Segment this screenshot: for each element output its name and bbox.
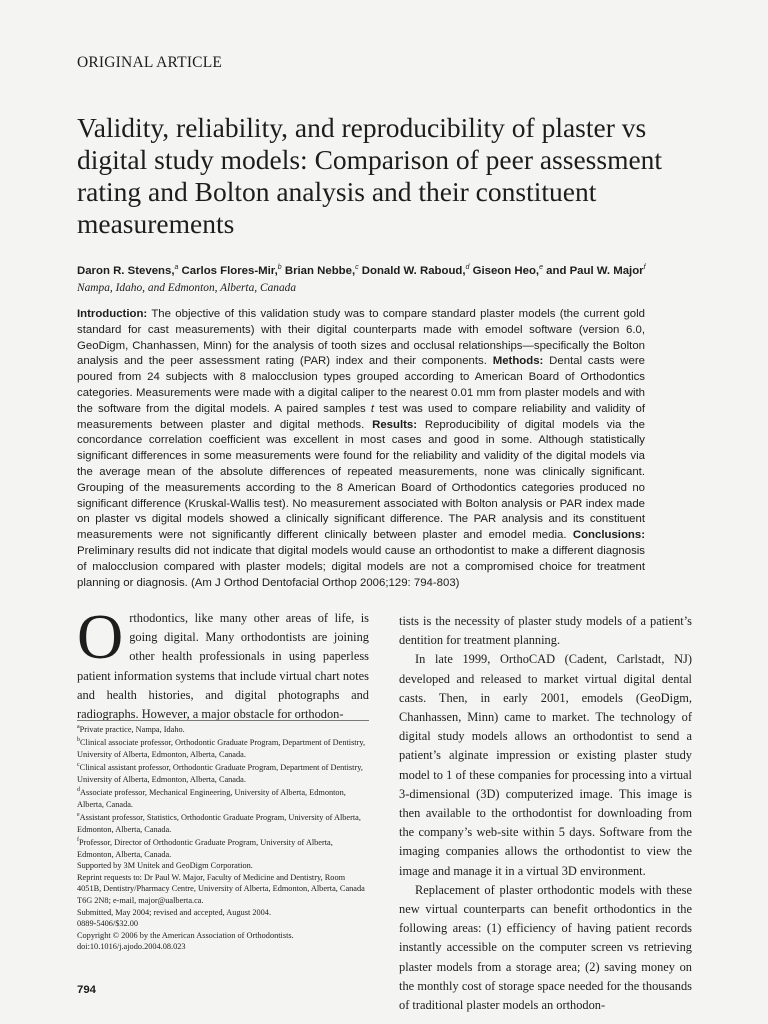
author-affiliation-mark: c [355,264,359,271]
footnote [77,760,369,785]
footnote [77,860,369,872]
page-number: 794 [77,984,97,996]
author-affiliation-mark: b [277,264,282,271]
footnote-text: Private practice, Nampa, Idaho. [79,724,185,734]
section-label: ORIGINAL ARTICLE [77,54,223,71]
footnote [77,722,369,735]
footnote-text: Clinical associate professor, Orthodontic Graduate Program, Department of Dentistry, University of Alberta, Edmonton, Alberta, Canada. [77,738,366,759]
footnotes [77,720,369,953]
footnote [77,735,369,760]
footnote [77,872,369,907]
footnote [77,907,369,919]
footnote-text: Assistant professor, Statistics, Orthodontic Graduate Program, University of Alberta, Edmonton, Alberta, Canada. [77,812,361,834]
author-name: Daron R. Stevens, [77,264,175,277]
footnote-mark: a [77,724,80,730]
footnote-text: doi:10.1016/j.ajodo.2004.08.023 [77,942,186,952]
abstract-intro-label: Introduction: [77,308,148,320]
footnote-mark: d [77,787,80,794]
abstract-t-test-symbol: t [370,402,374,415]
body-paragraph: In late 1999, OrthoCAD (Cadent, Carlstadt, NJ) developed and released to market virtual digital dental casts. Then, in early 2001, emodels (GeoDigm, Chanhassen, Minn) came to market. The technology of digital study models allows an orthodontist to send a patient’s alginate impression or existing plaster study model to 1 of these companies for processing into a virtual 3-dimensional (3D) computerized image. This image is then available to the orthodontist for downloading from the company’s web-site within 5 days. Software from the imaging companies allows the orthodontist to view the image and manage it in a virtual 3D environment. [399,652,692,878]
footnote-text: Submitted, May 2004; revised and accepted, August 2004. [77,907,272,917]
body-paragraph: Replacement of plaster orthodontic models with these new virtual counterparts can benefit orthodontics in the following areas: (1) efficiency of having patient records instantly accessible on the computer screen vs retrieving plaster models from a storage area; (2) saving money on the monthly cost of storage space needed for the thousands of traditional plaster models an orthodon- [399,882,692,1013]
footnote [77,941,369,953]
footnote-mark: c [77,762,80,769]
footnote-text: Supported by 3M Unitek and GeoDigm Corporation. [77,861,253,871]
footnote [77,785,369,810]
abstract-methods-label: Methods: [492,355,544,368]
footnote-mark: f [77,837,79,844]
footnote [77,835,369,860]
article-title: Validity, reliability, and reproducibility of plaster vs digital study models: Comparison of peer assessment rating and Bolton analysis and their constituent measurements [77,112,663,239]
abstract-conclusions-text: Preliminary results did not indicate that digital models would cause an orthodontist to make a different diagnosis of malocclusion compared with plaster models; digital models are not a compromised choice for treatment planning or diagnosis. (Am J Orthod Dentofacial Orthop 2006;129: 794-803) [77,544,645,589]
author-affiliation-mark: a [174,264,179,271]
author-affiliation-mark: e [539,264,543,271]
author-name: Brian Nebbe, [281,264,356,277]
footnote-text: Clinical assistant professor, Orthodontic Graduate Program, Department of Dentistry, University of Alberta, Edmonton, Alberta, Canada. [77,763,363,784]
footnote-text: Associate professor, Mechanical Engineering, University of Alberta, Edmonton, Alberta, Canada. [77,788,346,809]
intro-text: rthodontics, like many other areas of life, is going digital. Many orthodontists are joining other health professionals in using paperless patient information systems that include virtual chart notes and health histories, and digital photographs and radiographs. However, a major obstacle for orthodon- [77,611,369,722]
author-affiliation: Nampa, Idaho, and Edmonton, Alberta, Canada [77,282,297,294]
abstract-conclusions-label: Conclusions: [572,529,645,542]
abstract-intro-text: The objective of this validation study was to compare standard plaster models (the current gold standard for cast measurements) with their digital counterparts made with emodel software (version 6.0, GeoDigm, Chanhassen, Minn) for the analysis of tooth sizes and occlusal relationships—specifically the Bolton analysis and the peer assessment rating (PAR) index and their components. [77,308,645,368]
author-name: Giseon Heo, [469,264,540,277]
footnote [77,810,369,835]
intro-paragraph [77,601,369,724]
abstract-methods-text: Dental casts were poured from 24 subjects with 8 malocclusion types grouped according to American Board of Orthodontics categories. Measurements were made with a digital caliper to the nearest 0.01 mm from plaster models and with the software from the digital models. A paired samples [77,355,645,415]
footnote-text: 0889-5406/$32.00 [77,919,139,929]
abstract-methods-text-cont: test was used to compare reliability and validity of measurements between plaster and digital methods. [77,402,645,431]
author-name: and Paul W. Major [542,264,644,277]
footnote [77,930,369,942]
footnote-text: Reprint requests to: Dr Paul W. Major, Faculty of Medicine and Dentistry, Room 4051B, Dentistry/Pharmacy Centre, University of Alberta, Edmonton, Alberta, Canada T6G 2N8; e-mail, major@ualberta.ca. [77,872,365,905]
author-name: Donald W. Raboud, [358,264,466,277]
abstract-results-label: Results: [372,418,418,431]
footnote-mark: b [77,737,80,744]
abstract-results-text: Reproducibility of digital models via the concordance correlation coefficient was excellent in most cases and good in some. Although statistically significant differences in some measurements were found for the reliability and validity of the digital models via the average mean of the absolute differences of repeated measurements, none was clinically significant. Grouping of the measurements according to the 8 American Board of Orthodontics categories produced no significant difference (Kruskal-Wallis test). No measurement associated with Bolton analysis or PAR index made on plaster vs digital models showed a clinically significant difference. The PAR analysis and its constituent measurements were not significantly different clinically between plaster and emodel media. [77,418,646,542]
footnote-mark: e [77,812,80,819]
author-list [77,264,717,277]
footnote-text: Copyright © 2006 by the American Association of Orthodontists. [77,930,294,940]
author-affiliation-mark: f [643,264,646,271]
footnote-text: Professor, Director of Orthodontic Graduate Program, University of Alberta, Edmonton, Alberta, Canada. [77,837,333,859]
left-column [77,601,369,724]
author-affiliation-mark: d [465,264,470,271]
footnote [77,918,369,930]
right-column [399,612,692,1015]
drop-cap: O [77,601,124,672]
author-name: Carlos Flores-Mir, [178,264,278,277]
body-paragraph: tists is the necessity of plaster study models of a patient’s dentition for treatment planning. [399,614,692,648]
abstract [77,307,645,591]
